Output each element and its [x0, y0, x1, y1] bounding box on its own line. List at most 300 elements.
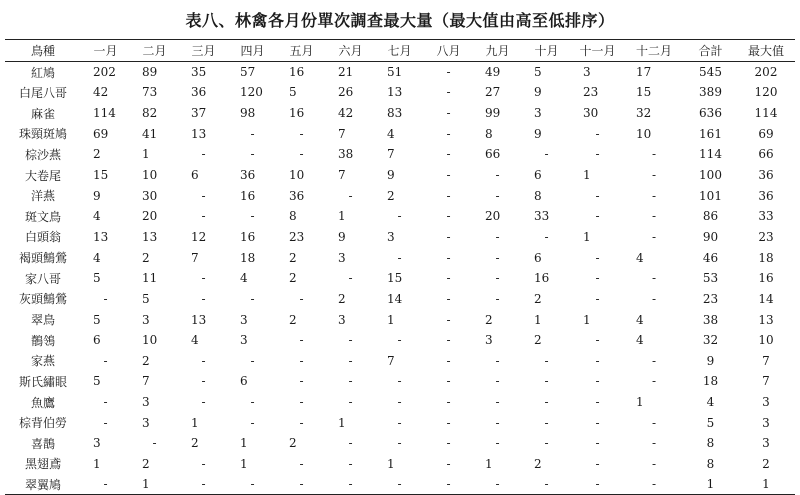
total-cell: 636: [699, 106, 722, 121]
species-name: 褐頭鷦鶯: [18, 251, 67, 266]
month-count: -: [495, 250, 500, 265]
month-count: 9: [387, 168, 395, 183]
total-cell: 38: [702, 312, 719, 327]
max-cell: 23: [758, 229, 774, 244]
month-count: 13: [142, 229, 158, 244]
species-name: 灰頭鷦鶯: [18, 292, 67, 307]
month-count: 4: [387, 126, 395, 141]
month-count: -: [299, 353, 304, 368]
species-name: 喜鵲: [30, 436, 55, 451]
month-count: 8: [289, 209, 297, 224]
month-count: 7: [338, 168, 346, 183]
max-cell: 1: [737, 474, 795, 495]
month-count: -: [446, 229, 451, 244]
table-row: [5, 82, 795, 103]
month-count: -: [624, 474, 684, 495]
month-count: 9: [534, 126, 542, 141]
species-name: 珠頸斑鳩: [18, 127, 67, 142]
month-count: -: [473, 474, 522, 495]
month-count: -: [651, 209, 657, 224]
month-count: 13: [93, 229, 109, 244]
month-count: -: [446, 333, 451, 348]
month-count: -: [326, 474, 375, 495]
max-cell: 69: [758, 126, 774, 141]
month-count: 69: [93, 126, 109, 141]
month-count: -: [201, 271, 206, 286]
month-count: -: [446, 353, 451, 368]
month-count: -: [446, 126, 451, 141]
month-count: -: [544, 415, 549, 430]
month-count: 8: [534, 188, 542, 203]
month-count: 6: [534, 168, 542, 183]
table-row: [5, 62, 795, 83]
column-header: 十二月: [624, 40, 684, 62]
month-count: 57: [240, 65, 256, 80]
species-name: 鶺鴒: [30, 333, 55, 348]
month-count: 82: [142, 106, 158, 121]
month-count: -: [201, 395, 206, 410]
total-cell: 8: [706, 456, 715, 471]
month-count: 6: [240, 374, 248, 389]
column-header: 十月: [522, 40, 571, 62]
month-count: -: [397, 395, 402, 410]
month-count: -: [446, 106, 451, 121]
month-count: -: [250, 395, 255, 410]
month-count: -: [201, 353, 206, 368]
total-cell: 8: [706, 436, 715, 451]
month-count: -: [446, 85, 451, 100]
table-row: [5, 474, 795, 495]
total-cell: 86: [702, 209, 719, 224]
month-count: -: [397, 374, 402, 389]
month-count: -: [595, 353, 600, 368]
month-count: 10: [142, 168, 158, 183]
month-count: 4: [636, 333, 644, 348]
month-count: -: [103, 415, 108, 430]
month-count: -: [651, 374, 657, 389]
month-count: 49: [485, 65, 501, 80]
month-count: -: [81, 474, 130, 495]
month-count: 2: [191, 436, 199, 451]
month-count: 13: [191, 126, 207, 141]
month-count: 2: [142, 353, 150, 368]
month-count: 17: [636, 65, 652, 80]
month-count: -: [446, 65, 451, 80]
month-count: -: [495, 291, 500, 306]
month-count: 16: [240, 188, 256, 203]
month-count: -: [651, 229, 657, 244]
month-count: 6: [191, 168, 199, 183]
month-count: -: [299, 291, 304, 306]
month-count: 1: [240, 456, 248, 471]
total-cell: 4: [706, 395, 715, 410]
max-cell: 202: [754, 65, 778, 80]
month-count: 3: [142, 395, 150, 410]
month-count: 1: [583, 312, 591, 327]
month-count: 6: [93, 333, 101, 348]
month-count: 1: [534, 312, 542, 327]
month-count: -: [446, 147, 451, 162]
month-count: -: [299, 395, 304, 410]
month-count: 1: [240, 436, 248, 451]
month-count: -: [424, 474, 473, 495]
max-cell: 3: [762, 415, 770, 430]
month-count: -: [250, 209, 255, 224]
species-name: 家八哥: [24, 271, 61, 286]
month-count: 30: [583, 106, 599, 121]
month-count: -: [375, 474, 424, 495]
month-count: 3: [240, 333, 248, 348]
month-count: -: [544, 229, 549, 244]
month-count: 20: [485, 209, 501, 224]
month-count: -: [277, 474, 326, 495]
total-cell: 114: [699, 147, 722, 162]
month-count: 66: [485, 147, 501, 162]
table-row: [5, 330, 795, 351]
month-count: 83: [387, 106, 403, 121]
month-count: -: [651, 168, 657, 183]
month-count: -: [495, 229, 500, 244]
total-cell: 53: [702, 271, 719, 286]
month-count: 7: [142, 374, 150, 389]
month-count: 16: [289, 65, 305, 80]
month-count: 26: [338, 85, 354, 100]
month-count: 14: [387, 291, 403, 306]
month-count: 2: [534, 291, 542, 306]
month-count: 51: [387, 65, 403, 80]
month-count: 11: [142, 271, 158, 286]
month-count: -: [446, 188, 451, 203]
species-name: 家燕: [30, 354, 55, 369]
month-count: 27: [485, 85, 501, 100]
month-count: 5: [93, 374, 101, 389]
month-count: 18: [240, 250, 256, 265]
total-cell: 23: [702, 291, 719, 306]
month-count: -: [348, 188, 353, 203]
month-count: -: [299, 147, 304, 162]
month-count: 3: [534, 106, 542, 121]
total-cell: 5: [706, 415, 715, 430]
month-count: 37: [191, 106, 207, 121]
month-count: -: [201, 456, 206, 471]
month-count: -: [446, 291, 451, 306]
month-count: 30: [142, 188, 158, 203]
month-count: 202: [93, 65, 116, 80]
species-name: 大卷尾: [24, 168, 61, 183]
month-count: -: [348, 456, 353, 471]
month-count: 1: [142, 147, 150, 162]
column-header: 一月: [81, 40, 130, 62]
month-count: -: [250, 291, 255, 306]
month-count: 2: [387, 188, 395, 203]
month-count: 120: [240, 85, 263, 100]
header-row: [5, 40, 795, 62]
month-count: -: [651, 456, 657, 471]
month-count: -: [495, 188, 500, 203]
month-count: -: [446, 395, 451, 410]
month-count: 4: [191, 333, 199, 348]
species-name: 斯氏繡眼: [18, 374, 67, 389]
month-count: -: [446, 209, 451, 224]
month-count: -: [495, 271, 500, 286]
month-count: 36: [289, 188, 305, 203]
table-row: [5, 433, 795, 454]
max-cell: 18: [758, 250, 774, 265]
total-cell: 161: [699, 126, 722, 141]
month-count: -: [595, 333, 600, 348]
total-cell: 46: [702, 250, 719, 265]
month-count: 36: [240, 168, 256, 183]
month-count: 33: [534, 209, 550, 224]
month-count: 5: [142, 291, 150, 306]
month-count: 98: [240, 106, 256, 121]
month-count: -: [495, 395, 500, 410]
month-count: 8: [485, 126, 493, 141]
month-count: 5: [93, 312, 101, 327]
month-count: 2: [534, 333, 542, 348]
month-count: 15: [93, 168, 109, 183]
species-name: 翠翼鳩: [5, 474, 81, 495]
month-count: 5: [534, 65, 542, 80]
month-count: -: [446, 312, 451, 327]
month-count: -: [250, 126, 255, 141]
month-count: -: [299, 333, 304, 348]
month-count: -: [651, 415, 657, 430]
table-row: [5, 454, 795, 475]
total-cell: 545: [699, 65, 722, 80]
month-count: 4: [93, 250, 101, 265]
month-count: 32: [636, 106, 652, 121]
month-count: -: [397, 415, 402, 430]
month-count: -: [495, 168, 500, 183]
month-count: 20: [142, 209, 158, 224]
column-header: 二月: [130, 40, 179, 62]
month-count: -: [544, 353, 549, 368]
column-header: 五月: [277, 40, 326, 62]
month-count: -: [595, 126, 600, 141]
month-count: 73: [142, 85, 158, 100]
table-row: [5, 206, 795, 227]
month-count: -: [595, 271, 600, 286]
month-count: -: [348, 374, 353, 389]
month-count: -: [446, 415, 451, 430]
month-count: -: [299, 126, 304, 141]
table-row: [5, 412, 795, 433]
month-count: -: [595, 209, 600, 224]
table-row: [5, 350, 795, 371]
month-count: 21: [338, 65, 354, 80]
species-name: 洋燕: [30, 189, 55, 204]
table-row: [5, 371, 795, 392]
month-count: -: [201, 374, 206, 389]
month-count: 1: [338, 209, 346, 224]
month-count: 2: [289, 436, 297, 451]
month-count: -: [348, 395, 353, 410]
column-header: 七月: [375, 40, 424, 62]
total-cell: 90: [702, 229, 719, 244]
month-count: -: [495, 436, 500, 451]
month-count: 2: [289, 271, 297, 286]
month-count: -: [544, 436, 549, 451]
month-count: 16: [534, 271, 550, 286]
total-cell: 389: [699, 85, 722, 100]
table-row: [5, 289, 795, 310]
month-count: -: [446, 436, 451, 451]
max-cell: 36: [758, 168, 774, 183]
month-count: -: [651, 188, 657, 203]
column-header: 八月: [424, 40, 473, 62]
max-cell: 120: [754, 85, 778, 100]
month-count: 42: [93, 85, 109, 100]
max-cell: 36: [758, 188, 774, 203]
month-count: 1: [485, 456, 493, 471]
month-count: -: [595, 415, 600, 430]
month-count: -: [544, 147, 549, 162]
month-count: 5: [289, 85, 297, 100]
month-count: -: [201, 188, 206, 203]
month-count: 2: [485, 312, 493, 327]
max-cell: 7: [762, 374, 770, 389]
month-count: 12: [191, 229, 207, 244]
month-count: 9: [534, 85, 542, 100]
species-name: 斑文鳥: [24, 209, 61, 224]
month-count: 42: [338, 106, 354, 121]
month-count: 16: [240, 229, 256, 244]
month-count: 16: [289, 106, 305, 121]
max-cell: 7: [762, 353, 770, 368]
max-cell: 14: [758, 291, 774, 306]
month-count: -: [544, 374, 549, 389]
month-count: 3: [338, 250, 346, 265]
species-name: 紅鳩: [30, 65, 55, 80]
month-count: -: [397, 333, 402, 348]
species-name: 白頭翁: [24, 230, 61, 245]
species-name: 白尾八哥: [18, 85, 67, 100]
max-cell: 3: [762, 395, 770, 410]
month-count: 13: [191, 312, 207, 327]
month-count: -: [446, 456, 451, 471]
column-header: 四月: [228, 40, 277, 62]
month-count: -: [397, 436, 402, 451]
month-count: 3: [485, 333, 493, 348]
month-count: 6: [534, 250, 542, 265]
total-cell: 101: [699, 188, 722, 203]
month-count: -: [595, 147, 600, 162]
total-cell: 1: [684, 474, 737, 495]
max-cell: 2: [762, 456, 770, 471]
column-header: 十一月: [571, 40, 624, 62]
month-count: 2: [142, 456, 150, 471]
month-count: -: [446, 250, 451, 265]
month-count: 3: [142, 312, 150, 327]
month-count: 3: [142, 415, 150, 430]
column-header: 九月: [473, 40, 522, 62]
month-count: -: [201, 147, 206, 162]
total-cell: 18: [702, 374, 719, 389]
species-name: 黑翅鳶: [24, 457, 61, 472]
table-row: [5, 268, 795, 289]
month-count: -: [103, 353, 108, 368]
month-count: -: [250, 147, 255, 162]
table-row: [5, 185, 795, 206]
month-count: -: [397, 209, 402, 224]
month-count: -: [595, 436, 600, 451]
month-count: -: [348, 333, 353, 348]
month-count: 1: [130, 474, 179, 495]
month-count: -: [522, 474, 571, 495]
total-cell: 32: [702, 333, 719, 348]
month-count: 4: [240, 271, 248, 286]
month-count: 3: [93, 436, 101, 451]
month-count: 2: [93, 147, 101, 162]
month-count: -: [201, 209, 206, 224]
month-count: 2: [289, 250, 297, 265]
month-count: 7: [387, 147, 395, 162]
column-header: 合計: [684, 40, 737, 62]
month-count: 2: [534, 456, 542, 471]
month-count: -: [250, 415, 255, 430]
max-cell: 3: [762, 436, 770, 451]
month-count: 1: [387, 312, 395, 327]
max-cell: 13: [758, 312, 774, 327]
month-count: -: [595, 291, 600, 306]
month-count: -: [651, 436, 657, 451]
month-count: -: [595, 250, 600, 265]
month-count: -: [651, 271, 657, 286]
table-row: [5, 123, 795, 144]
month-count: 3: [240, 312, 248, 327]
month-count: -: [228, 474, 277, 495]
month-count: 15: [387, 271, 403, 286]
month-count: 7: [191, 250, 199, 265]
column-header: 鳥種: [5, 40, 81, 62]
total-cell: 9: [706, 353, 715, 368]
max-cell: 114: [754, 106, 778, 121]
month-count: -: [348, 436, 353, 451]
month-count: 10: [636, 126, 652, 141]
month-count: 10: [289, 168, 305, 183]
max-cell: 33: [758, 209, 774, 224]
table-row: [5, 227, 795, 248]
month-count: -: [495, 415, 500, 430]
month-count: 13: [387, 85, 403, 100]
month-count: 114: [93, 106, 116, 121]
column-header: 最大值: [737, 40, 795, 62]
month-count: 1: [387, 456, 395, 471]
max-cell: 66: [758, 147, 774, 162]
month-count: 4: [93, 209, 101, 224]
table-row: [5, 103, 795, 124]
month-count: 2: [338, 291, 346, 306]
month-count: -: [651, 291, 657, 306]
month-count: -: [201, 291, 206, 306]
month-count: 23: [289, 229, 305, 244]
month-count: 1: [93, 456, 101, 471]
table-row: [5, 309, 795, 330]
month-count: -: [152, 436, 157, 451]
month-count: 35: [191, 65, 207, 80]
month-count: 41: [142, 126, 158, 141]
table-row: [5, 144, 795, 165]
month-count: 1: [583, 168, 591, 183]
month-count: 1: [191, 415, 199, 430]
species-name: 翠鳥: [30, 313, 55, 327]
month-count: 3: [387, 229, 395, 244]
month-count: -: [299, 415, 304, 430]
month-count: -: [348, 353, 353, 368]
month-count: 15: [636, 85, 652, 100]
month-count: 4: [636, 250, 644, 265]
